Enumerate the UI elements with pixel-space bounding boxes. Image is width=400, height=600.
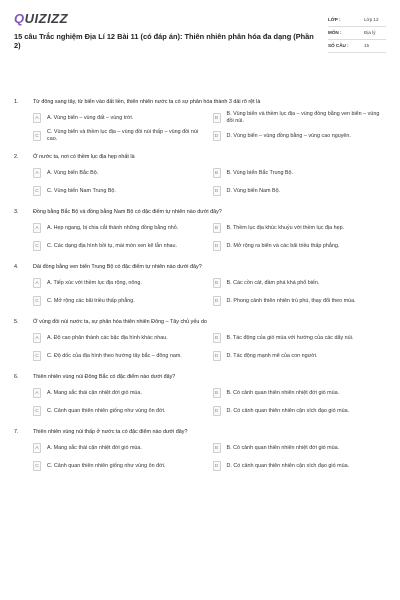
answer-option-b[interactable] — [213, 441, 387, 455]
question-text: Từ đông sang tây, từ biển vào đất liền, thiên nhiên nước ta có sự phân hóa thành 3 dải rõ rệt là — [33, 99, 261, 105]
question-header — [14, 373, 386, 381]
question-text: Ở nước ta, nơi có thềm lục địa hẹp nhất là — [33, 154, 135, 160]
answer-options — [14, 111, 386, 143]
quizizz-logo — [14, 12, 314, 26]
answer-option-d[interactable] — [213, 294, 387, 308]
option-letter-box: D — [213, 131, 221, 141]
question-number: 3. — [14, 209, 19, 215]
option-letter-box: D — [213, 296, 221, 306]
answer-option-c[interactable] — [33, 184, 207, 198]
meta-row-subject — [328, 27, 386, 40]
option-letter-box: B — [213, 223, 221, 233]
option-letter-box: B — [213, 333, 221, 343]
meta-row-class — [328, 14, 386, 27]
answer-option-a[interactable] — [33, 441, 207, 455]
question-list — [14, 98, 386, 473]
option-letter-box: C — [33, 406, 41, 416]
answer-option-c[interactable] — [33, 239, 207, 253]
question-header — [14, 153, 386, 161]
answer-option-d[interactable] — [213, 184, 387, 198]
option-letter-box: A — [33, 113, 41, 123]
option-letter-box: D — [213, 186, 221, 196]
option-text: A. Tiếp xúc với thềm lục địa rộng, nông. — [47, 279, 142, 286]
answer-option-b[interactable] — [213, 221, 387, 235]
option-text: D. Có cảnh quan thiên nhiên cận xích đạo gió mùa. — [226, 462, 350, 469]
answer-option-b[interactable] — [213, 276, 387, 290]
question-3 — [14, 208, 386, 253]
answer-option-c[interactable] — [33, 404, 207, 418]
option-letter-box: B — [213, 388, 221, 398]
option-text: B. Các cồn cát, đầm phá khá phổ biến. — [226, 279, 320, 286]
option-text: A. Vùng biển Bắc Bộ. — [47, 169, 99, 176]
question-text: Thiên nhiên vùng núi Đông Bắc có đặc điểm nào dưới đây? — [33, 374, 176, 380]
meta-key: LỚP : — [328, 17, 341, 22]
question-header — [14, 428, 386, 436]
question-text: Ở vùng đồi núi nước ta, sự phân hóa thiên nhiên Đông – Tây chủ yếu do — [33, 319, 207, 325]
option-text: A. Hẹp ngang, bị chia cắt thành những đồng bằng nhỏ. — [47, 224, 179, 231]
option-letter-box: B — [213, 113, 221, 123]
option-letter-box: A — [33, 333, 41, 343]
meta-table — [328, 14, 386, 53]
option-letter-box: C — [33, 131, 41, 141]
question-header — [14, 208, 386, 216]
answer-option-b[interactable] — [213, 331, 387, 345]
option-text: C. Cảnh quan thiên nhiên giống như vùng ôn đới. — [47, 462, 166, 469]
option-text: B. Vùng biển Bắc Trung Bộ. — [226, 169, 294, 176]
logo-rest: UIZIZZ — [24, 11, 69, 26]
answer-options — [14, 276, 386, 308]
option-text: A. Vùng biển – vùng đất – vùng trời. — [47, 114, 134, 121]
option-text: A. Mang sắc thái cận nhiệt đới gió mùa. — [47, 444, 142, 451]
question-header — [14, 263, 386, 271]
answer-option-c[interactable] — [33, 129, 207, 143]
option-text: B. Thềm lục địa khúc khuỷu với thềm lục địa hẹp. — [226, 224, 345, 231]
answer-option-b[interactable] — [213, 111, 387, 125]
option-letter-box: D — [213, 351, 221, 361]
question-number: 1. — [14, 99, 19, 105]
answer-options — [14, 331, 386, 363]
option-letter-box: D — [213, 461, 221, 471]
option-letter-box: B — [213, 168, 221, 178]
option-letter-box: A — [33, 168, 41, 178]
question-number: 6. — [14, 374, 19, 380]
brand-block — [14, 12, 314, 50]
question-text: Dải đồng bằng ven biển Trung Bộ có đặc điểm tự nhiên nào dưới đây? — [33, 264, 202, 270]
option-text: D. Vùng biển Nam Bộ. — [226, 187, 281, 194]
question-number: 5. — [14, 319, 19, 325]
option-text: B. Tác động của gió mùa với hướng của các dãy núi. — [226, 334, 354, 341]
option-letter-box: D — [213, 241, 221, 251]
option-text: D. Vùng biển – vùng đồng bằng – vùng cao nguyên. — [226, 132, 351, 139]
question-4 — [14, 263, 386, 308]
question-text: Thiên nhiên vùng núi thấp ở nước ta có đặc điểm nào dưới đây? — [33, 429, 188, 435]
answer-options — [14, 221, 386, 253]
answer-option-d[interactable] — [213, 404, 387, 418]
meta-key: SỐ CÂU : — [328, 43, 349, 48]
option-text: D. Phong cảnh thiên nhiên trù phú, thay đổi theo mùa. — [226, 297, 356, 304]
option-letter-box: C — [33, 296, 41, 306]
answer-option-b[interactable] — [213, 386, 387, 400]
question-1 — [14, 98, 386, 143]
answer-option-d[interactable] — [213, 239, 387, 253]
option-letter-box: A — [33, 278, 41, 288]
meta-row-count — [328, 40, 386, 53]
option-letter-box: A — [33, 223, 41, 233]
answer-option-c[interactable] — [33, 459, 207, 473]
option-text: C. Độ dốc của địa hình theo hướng tây bắc – đông nam. — [47, 352, 182, 359]
question-number: 7. — [14, 429, 19, 435]
question-header — [14, 98, 386, 106]
meta-key: MÔN : — [328, 30, 342, 35]
page-title: 15 câu Trắc nghiệm Địa Lí 12 Bài 11 (có đáp án): Thiên nhiên phân hóa đa dạng (Phần 2) — [14, 32, 314, 50]
option-letter-box: C — [33, 186, 41, 196]
option-letter-box: D — [213, 406, 221, 416]
answer-option-a[interactable] — [33, 166, 207, 180]
answer-options — [14, 166, 386, 198]
answer-option-d[interactable] — [213, 129, 387, 143]
answer-option-c[interactable] — [33, 294, 207, 308]
answer-options — [14, 386, 386, 418]
option-text: A. Mang sắc thái cận nhiệt đới gió mùa. — [47, 389, 142, 396]
option-letter-box: A — [33, 388, 41, 398]
option-text: B. Có cảnh quan thiên nhiên nhiệt đới gió mùa. — [226, 389, 340, 396]
answer-option-c[interactable] — [33, 349, 207, 363]
logo-q: Q — [14, 11, 25, 26]
answer-option-b[interactable] — [213, 166, 387, 180]
answer-option-a[interactable] — [33, 221, 207, 235]
answer-option-a[interactable] — [33, 111, 207, 125]
option-text: C. Vùng biển và thềm lục địa – vùng đồi núi thấp – vùng đồi núi cao. — [47, 129, 199, 142]
meta-value: Địa lý — [364, 30, 376, 35]
answer-option-d[interactable] — [213, 349, 387, 363]
answer-option-a[interactable] — [33, 331, 207, 345]
option-text: D. Mở rộng ra biển và các bãi triều thấp phẳng. — [226, 242, 340, 249]
meta-value: Lớp 12 — [364, 17, 379, 22]
answer-options — [14, 441, 386, 473]
option-letter-box: C — [33, 461, 41, 471]
question-number: 2. — [14, 154, 19, 160]
option-text: C. Vùng biển Nam Trung Bộ. — [47, 187, 116, 194]
option-letter-box: C — [33, 351, 41, 361]
question-number: 4. — [14, 264, 19, 270]
answer-option-a[interactable] — [33, 276, 207, 290]
question-text: Đồng bằng Bắc Bộ và đồng bằng Nam Bộ có đặc điểm tự nhiên nào dưới đây? — [33, 209, 222, 215]
option-letter-box: A — [33, 443, 41, 453]
question-header — [14, 318, 386, 326]
option-letter-box: B — [213, 443, 221, 453]
option-letter-box: C — [33, 241, 41, 251]
option-text: B. Vùng biển và thềm lục địa – vùng đồng bằng ven biển – vùng đồi núi. — [226, 111, 380, 124]
option-text: D. Tác động mạnh mẽ của con người. — [226, 352, 318, 359]
option-letter-box: B — [213, 278, 221, 288]
question-7 — [14, 428, 386, 473]
option-text: B. Có cảnh quan thiên nhiên nhiệt đới gió mùa. — [226, 444, 340, 451]
option-text: C. Cảnh quan thiên nhiên giống như vùng ôn đới. — [47, 407, 166, 414]
meta-value: 15 — [364, 43, 370, 48]
option-text: D. Có cảnh quan thiên nhiên cận xích đạo gió mùa. — [226, 407, 350, 414]
option-text: A. Độ cao phân thành các bậc địa hình khác nhau. — [47, 334, 168, 341]
answer-option-a[interactable] — [33, 386, 207, 400]
question-6 — [14, 373, 386, 418]
worksheet-header — [14, 12, 386, 78]
question-2 — [14, 153, 386, 198]
question-5 — [14, 318, 386, 363]
option-text: C. Các dạng địa hình bồi tụ, mài mòn xen kẽ lẫn nhau. — [47, 242, 178, 249]
answer-option-d[interactable] — [213, 459, 387, 473]
option-text: C. Mở rộng các bãi triều thấp phẳng. — [47, 297, 135, 304]
